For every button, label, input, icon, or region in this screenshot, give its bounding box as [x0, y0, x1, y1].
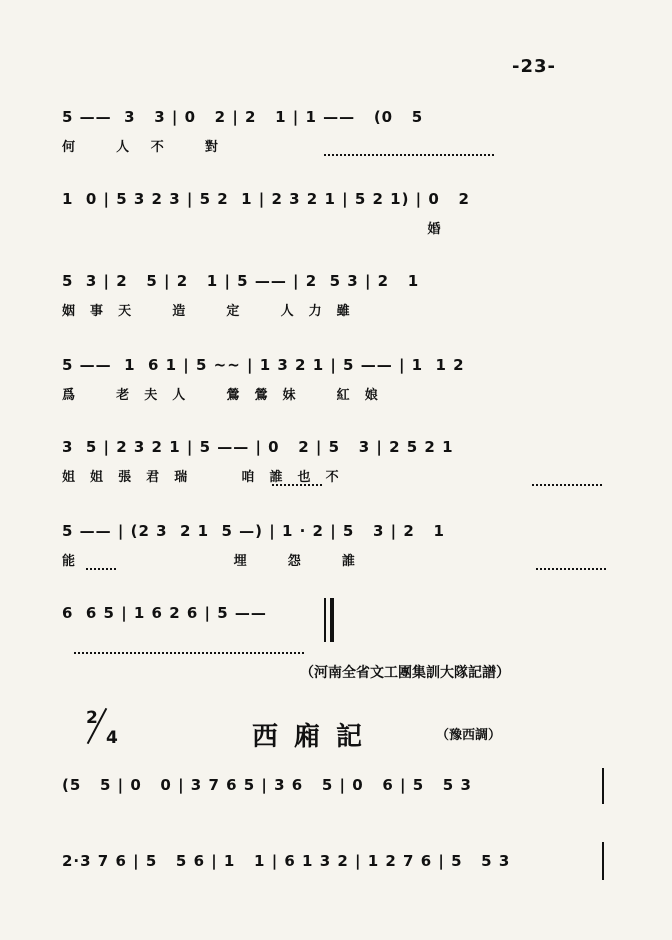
score-line-5	[62, 438, 622, 498]
lyric-text: 姻 事 天 造 定 人 力 雖	[62, 304, 352, 319]
lyric-extension-dots	[536, 568, 606, 570]
score-line-7	[62, 604, 622, 664]
song-title: 西廂記	[252, 722, 379, 752]
lyric-extension-dots	[324, 154, 494, 156]
time-denominator: 4	[106, 728, 118, 748]
score-line-3	[62, 272, 622, 332]
lyric-extension-dots	[532, 484, 602, 486]
notation-text: (5 5 | 0 0 | 3 7 6 5 | 3 6 5 | 0 6 | 5 5 3	[62, 776, 472, 794]
score-line-2	[62, 190, 622, 250]
notation-text: 5 —— 3 3 | 0 2 | 2 1 | 1 —— (0 5	[62, 108, 424, 126]
final-barline	[324, 598, 326, 642]
notation-text: 5 —— 1 6 1 | 5 ~~ | 1 3 2 1 | 5 —— | 1 1 2	[62, 356, 465, 374]
barline	[602, 768, 604, 804]
notation-text: 1 0 | 5 3 2 3 | 5 2 1 | 2 3 2 1 | 5 2 1) | 0 2	[62, 190, 470, 208]
transcription-credit: （河南全省文工團集訓大隊記譜）	[300, 665, 510, 681]
notation-text: 5 3 | 2 5 | 2 1 | 5 —— | 2 5 3 | 2 1	[62, 272, 420, 290]
lyric-extension-dots	[272, 484, 322, 486]
notation-text: 5 —— | (2 3 2 1 5 —) | 1 · 2 | 5 3 | 2 1	[62, 522, 445, 540]
score-line-6	[62, 522, 622, 582]
lyric-text: 姐 姐 張 君 瑞 咱 誰 也 不	[62, 470, 341, 485]
lyric-extension-dots	[74, 652, 304, 654]
lyric-text: 爲 老 夫 人 鶯 鶯 妹 紅 娘	[62, 388, 380, 403]
notation-text: 6 6 5 | 1 6 2 6 | 5 ——	[62, 604, 267, 622]
lyric-extension-dots	[86, 568, 116, 570]
notation-text: 2·3 7 6 | 5 5 6 | 1 1 | 6 1 3 2 | 1 2 7 6 | 5 5 3	[62, 852, 511, 870]
page-number: -23-	[512, 56, 556, 77]
score-line-1	[62, 108, 622, 168]
song-subtitle: （豫西調）	[436, 728, 502, 743]
notation-text: 3 5 | 2 3 2 1 | 5 —— | 0 2 | 5 3 | 2 5 2 1	[62, 438, 454, 456]
barline	[602, 842, 604, 880]
song-line-2	[62, 852, 622, 912]
time-numerator: 2	[86, 708, 98, 728]
lyric-text: 婚	[62, 222, 443, 237]
lyric-text: 能 埋 怨 誰	[62, 554, 357, 569]
final-barline-thick	[330, 598, 334, 642]
score-line-4	[62, 356, 622, 416]
lyric-text: 何 人 不 對	[62, 140, 220, 155]
song-line-1	[62, 776, 622, 836]
